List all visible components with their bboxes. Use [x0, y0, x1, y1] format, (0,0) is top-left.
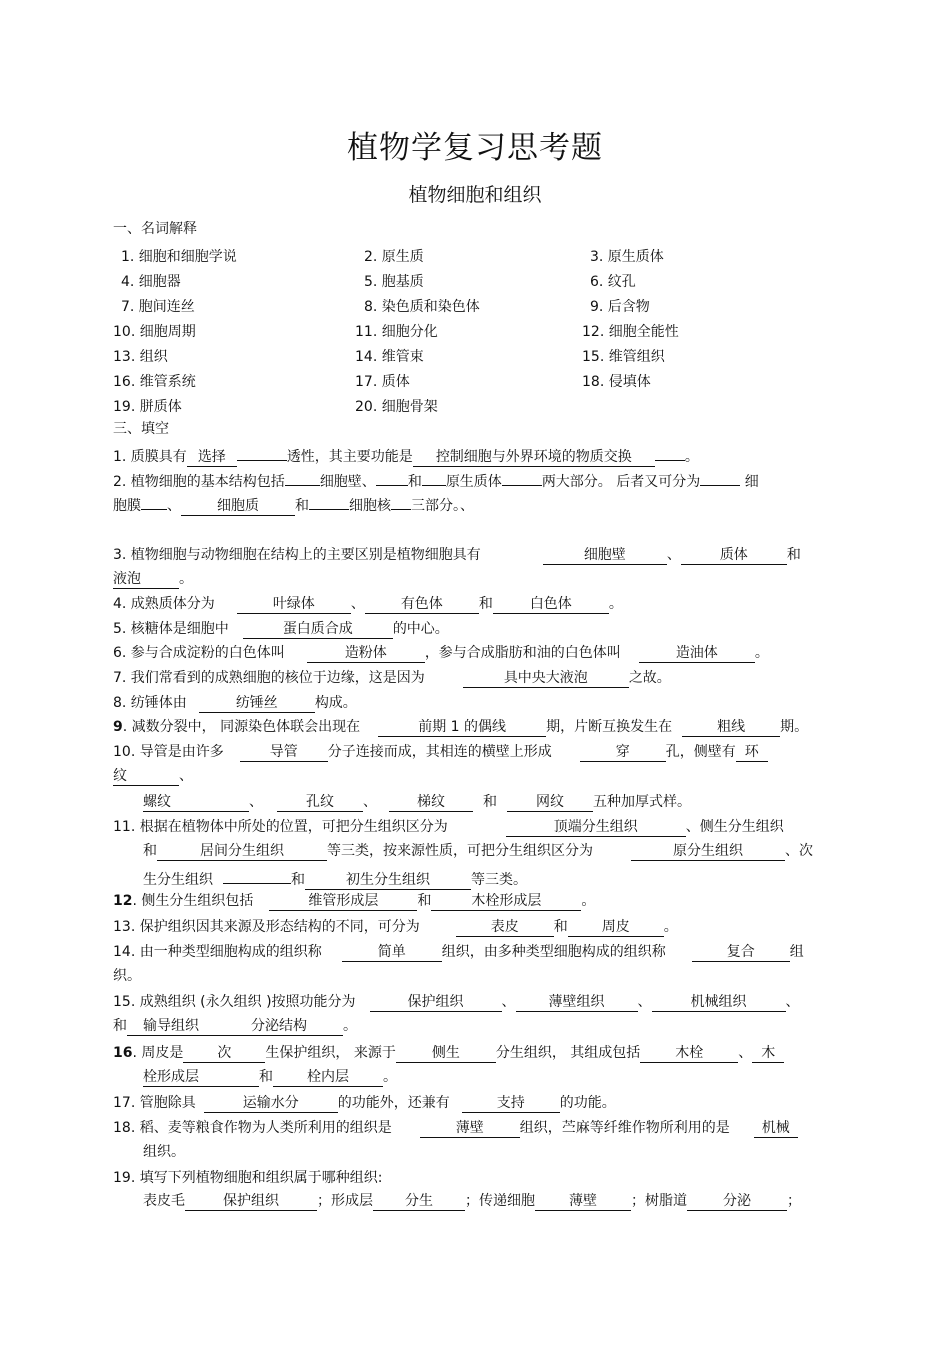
- question-9: 9. 减数分裂中， 同源染色体联会出现在 前期 1 的偶线 期，片断互换发生在 粗线 期。: [113, 719, 809, 735]
- question-12: 12. 侧生分生组织包括 维管形成层 和 木栓形成层 。: [113, 893, 596, 909]
- question-16-cont: 栓形成层 和 栓内层 。: [143, 1069, 397, 1085]
- section-heading-terms: 一、名词解释: [113, 221, 197, 237]
- answer-blank: 孔纹: [277, 794, 363, 812]
- term-item: 1. 细胞和细胞学说: [121, 249, 237, 265]
- term-item: 17. 质体: [355, 374, 410, 390]
- answer-blank: 纹: [113, 768, 179, 786]
- answer-blank: 保护组织: [370, 994, 502, 1012]
- question-19: 19. 填写下列植物细胞和组织属于哪种组织:: [113, 1170, 383, 1186]
- question-18: 18. 稻、麦等粮食作物为人类所利用的组织是 薄壁 组织，苎麻等纤维作物所利用的是 机械: [113, 1118, 838, 1138]
- answer-blank: 网纹: [507, 794, 593, 812]
- answer-blank: 有色体: [365, 596, 479, 614]
- answer-blank: 木栓: [640, 1045, 738, 1063]
- answer-blank: 质体: [681, 547, 787, 565]
- question-15: 15. 成熟组织 (永久组织 )按照功能分为 保护组织 、 薄壁组织 、 机械组织 、: [113, 994, 800, 1010]
- answer-blank: 支持: [462, 1095, 560, 1113]
- answer-blank: 细胞质: [181, 498, 295, 516]
- question-6: 6. 参与合成淀粉的白色体叫 造粉体 ，参与合成脂肪和油的白色体叫 造油体 。: [113, 645, 769, 661]
- answer-blank: 侧生: [396, 1045, 496, 1063]
- question-7: 7. 我们常看到的成熟细胞的核位于边缘，这是因为 具中央大液泡 之故。: [113, 670, 671, 686]
- answer-blank: 导管: [240, 744, 328, 762]
- answer-blank: 粗线: [682, 719, 780, 737]
- answer-blank: 复合: [692, 944, 790, 962]
- term-item: 3. 原生质体: [590, 249, 664, 265]
- term-item: 10. 细胞周期: [113, 324, 196, 340]
- term-item: 4. 细胞器: [121, 274, 181, 290]
- question-11-cont2: 生分生组织 和 初生分生组织 等三类。: [143, 866, 838, 890]
- question-5: 5. 核糖体是细胞中 蛋白质合成 的中心。: [113, 621, 449, 637]
- term-item: 7. 胞间连丝: [121, 299, 195, 315]
- answer-blank: 螺纹: [143, 794, 249, 812]
- answer-blank: 运输水分: [204, 1095, 338, 1113]
- question-19-cont: 表皮毛 保护组织 ；形成层 分生 ；传递细胞 薄壁 ；树脂道 分泌 ；: [143, 1193, 801, 1209]
- answer-blank: 木栓形成层: [431, 893, 581, 911]
- answer-blank: 具中央大液泡: [463, 670, 629, 688]
- answer-blank: 薄壁: [535, 1193, 631, 1211]
- answer-blank: 简单: [342, 944, 442, 962]
- term-item: 8. 染色质和染色体: [364, 299, 480, 315]
- answer-blank: 细胞壁: [543, 547, 667, 565]
- question-4: 4. 成熟质体分为 叶绿体 、 有色体 和 白色体 。: [113, 596, 623, 612]
- question-18-cont: 组织。: [143, 1144, 185, 1160]
- question-2: 2. 植物细胞的基本结构包括 细胞壁、 和 原生质体 两大部分。 后者又可分为 细: [113, 468, 838, 492]
- question-15-cont: 和 输导组织 分泌结构 。: [113, 1018, 357, 1034]
- question-16: 16. 周皮是 次 生保护组织， 来源于 侧生 分生组织， 其组成包括 木栓 、 木: [113, 1043, 838, 1063]
- question-10-cont: 纹 、: [113, 768, 193, 784]
- term-item: 15. 维管组织: [582, 349, 665, 365]
- answer-blank: 机械组织: [652, 994, 786, 1012]
- question-17: 17. 管胞除具 运输水分 的功能外，还兼有 支持 的功能。: [113, 1095, 616, 1111]
- answer-blank: 木: [752, 1045, 784, 1063]
- term-item: 2. 原生质: [364, 249, 424, 265]
- question-13: 13. 保护组织因其来源及形态结构的不同，可分为 表皮 和 周皮 。: [113, 919, 678, 935]
- term-item: 19. 胼质体: [113, 399, 182, 415]
- answer-blank: 初生分生组织: [305, 872, 471, 890]
- page-title: 植物学复习思考题: [347, 130, 603, 166]
- answer-blank: 造油体: [639, 645, 755, 663]
- answer-blank: 栓内层: [273, 1069, 383, 1087]
- term-item: 18. 侵填体: [582, 374, 651, 390]
- answer-blank: 梯纹: [389, 794, 473, 812]
- answer-blank: 输导组织: [127, 1018, 215, 1036]
- term-item: 12. 细胞全能性: [582, 324, 679, 340]
- answer-blank: 分生: [373, 1193, 465, 1211]
- answer-blank: 液泡: [113, 571, 179, 589]
- answer-blank: 表皮: [456, 919, 554, 937]
- answer-blank: 前期 1 的偶线: [378, 719, 546, 737]
- question-1: 1. 质膜具有 选择 透性，其主要功能是 控制细胞与外界环境的物质交换 。: [113, 443, 838, 467]
- answer-blank: 居间分生组织: [157, 843, 327, 861]
- answer-blank: 保护组织: [185, 1193, 317, 1211]
- answer-blank: 顶端分生组织: [506, 819, 686, 837]
- question-8: 8. 纺锤体由 纺锤丝 构成。: [113, 695, 357, 711]
- term-item: 13. 组织: [113, 349, 168, 365]
- question-3: 3. 植物细胞与动物细胞在结构上的主要区别是植物细胞具有 细胞壁 、 质体 和: [113, 547, 801, 563]
- answer-blank: 穿: [580, 744, 666, 762]
- answer-blank: 周皮: [568, 919, 664, 937]
- answer-blank: 叶绿体: [237, 596, 351, 614]
- question-3-cont: 液泡 。: [113, 571, 193, 587]
- answer-blank: 机械: [754, 1120, 798, 1138]
- term-item: 5. 胞基质: [364, 274, 424, 290]
- term-item: 11. 细胞分化: [355, 324, 438, 340]
- answer-blank: 维管形成层: [269, 893, 417, 911]
- question-11: 11. 根据在植物体中所处的位置，可把分生组织区分为 顶端分生组织 、侧生分生组织: [113, 819, 784, 835]
- question-2-cont: 胞膜 、 细胞质 和 细胞核 三部分。、: [113, 492, 838, 516]
- answer-blank: 次: [183, 1045, 265, 1063]
- answer-blank: 选择: [187, 449, 237, 467]
- answer-blank: 造粉体: [307, 645, 425, 663]
- answer-blank: 纺锤丝: [199, 695, 315, 713]
- answer-blank: 白色体: [493, 596, 609, 614]
- page-subtitle: 植物细胞和组织: [408, 184, 542, 206]
- term-item: 14. 维管束: [355, 349, 424, 365]
- answer-blank: 原分生组织: [631, 843, 785, 861]
- answer-blank: 栓形成层: [143, 1069, 259, 1087]
- question-11-cont: 和 居间分生组织 等三类，按来源性质，可把分生组织区分为 原分生组织 、次: [143, 843, 813, 859]
- term-item: 16. 维管系统: [113, 374, 196, 390]
- question-14: 14. 由一种类型细胞构成的组织称 简单 组织，由多种类型细胞构成的组织称 复合 组: [113, 944, 804, 960]
- question-14-cont: 织。: [113, 968, 141, 984]
- answer-blank: 环: [736, 744, 768, 762]
- question-10: 10. 导管是由许多 导管 分子连接而成，其相连的横壁上形成 穿 孔，侧壁有 环: [113, 742, 838, 762]
- section-heading-fill: 三、填空: [113, 421, 169, 437]
- answer-blank: 薄壁: [420, 1120, 520, 1138]
- question-10-cont2: 螺纹 、 孔纹 、 梯纹 和 网纹 五种加厚式样。: [143, 794, 691, 810]
- term-item: 6. 纹孔: [590, 274, 636, 290]
- term-item: 20. 细胞骨架: [355, 399, 438, 415]
- answer-blank: 薄壁组织: [516, 994, 638, 1012]
- answer-blank: 控制细胞与外界环境的物质交换: [413, 449, 655, 467]
- answer-blank: 分泌结构: [215, 1018, 343, 1036]
- answer-blank: 蛋白质合成: [243, 621, 393, 639]
- term-item: 9. 后含物: [590, 299, 650, 315]
- answer-blank: 分泌: [687, 1193, 787, 1211]
